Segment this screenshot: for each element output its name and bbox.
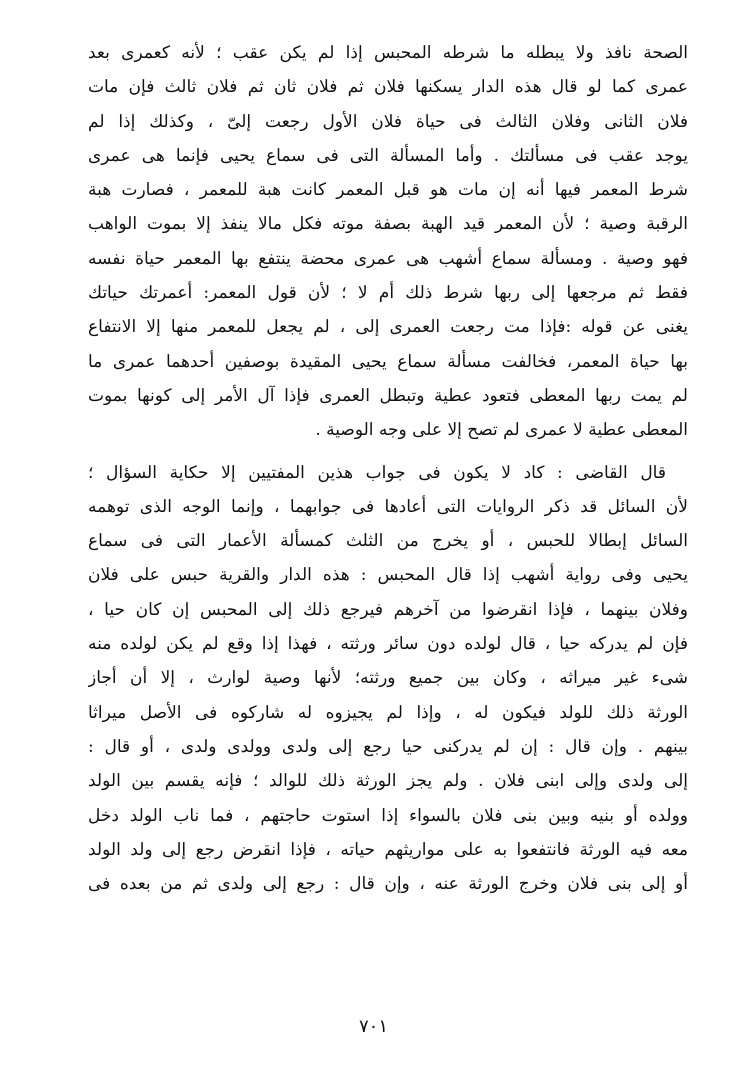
text-line: معه فيه الورثة فانتفعوا به على مواريثهم حياته ، فإذا انقرض رجع إلى ولد الولد [88, 839, 688, 860]
paragraph-spacer [88, 448, 688, 456]
text-line: عمرى كما لو قال هذه الدار يسكنها فلان ثم فلان ثان ثم فلان ثالث فإن مات [88, 77, 688, 98]
text-line: قال القاضى : كاد لا يكون فى جواب هذين المفتيين إلا حكاية السؤال ؛ [88, 462, 666, 483]
text-line: يغنى عن قوله :فإذا مت رجعت العمرى إلى ، لم يجعل للمعمر منها إلا الانتفاع [88, 317, 688, 338]
text-line: الورثة ذلك للولد فيكون له ، وإذا لم يجيزوه له شاركوه فى الأصل ميراثا [88, 702, 688, 723]
text-line: إلى ولدى وإلى ابنى فلان . ولم يجز الورثة ذلك للوالد ؛ فإنه يقسم بين الولد [88, 771, 688, 792]
paragraph-1 [88, 36, 688, 448]
text-line: المعطى عطية لا عمرى لم تصح إلا على وجه الوصية . [315, 420, 688, 441]
text-line: يوجد عقب فى مسألتك . وأما المسألة التى فى سماع يحيى فإنما هى عمرى [88, 145, 688, 166]
text-line: فلان الثانى وفلان الثالث فى حياة فلان الأول رجعت إلىّ ، وكذلك إذا لم [88, 111, 688, 132]
text-line: فهو وصية . ومسألة سماع أشهب هى عمرى محضة ينتفع بها المعمر حياة نفسه [88, 248, 688, 269]
page-number: ٧٠١ [358, 1016, 388, 1037]
text-line: شرط المعمر فيها أنه إن مات هو قبل المعمر كانت هبة للمعمر ، فصارت هبة [88, 180, 688, 201]
text-line: بينهم . وإن قال : إن لم يدركنى حيا رجع إلى ولدى وولدى ولدى ، أو قال : [88, 736, 688, 757]
text-line: بها حياة المعمر، فخالفت مسألة سماع يحيى المقيدة بوصفين أحدهما عمرى ما [88, 351, 688, 372]
text-line: يحيى وفى رواية أشهب إذا قال المحبس : هذه الدار والقرية حبس على فلان [88, 565, 688, 586]
text-line: أو إلى بنى فلان وخرج الورثة عنه ، وإن قال : رجع إلى ولدى ثم من بعده فى [88, 874, 688, 895]
text-line: فقط ثم مرجعها إلى ربها شرط ذلك أم لا ؛ لأن قول المعمر: أعمرتك حياتك [88, 283, 688, 304]
text-line: السائل إبطالا للحبس ، أو يخرج من الثلث كمسألة الأعمار التى فى سماع [88, 531, 688, 552]
paragraph-2 [88, 456, 688, 902]
page-body [88, 36, 688, 901]
text-line: الصحة نافذ ولا يبطله ما شرطه المحبس إذا لم يكن عقب ؛ لأنه كعمرى بعد [88, 43, 688, 63]
text-line: وولده أو بنيه وبين بنى فلان بالسواء إذا استوت حاجتهم ، فما ناب الولد دخل [88, 805, 688, 826]
text-line: وفلان بينهما ، فإذا انقرضوا من آخرهم فيرجع ذلك إلى المحبس إن كان حيا ، [88, 599, 688, 620]
text-line: الرقبة وصية ؛ لأن المعمر قيد الهبة بصفة موته فكل مالا ينفذ إلا بموت الواهب [88, 214, 688, 235]
text-line: شىء غير ميراثه ، وكان بين جميع ورثته؛ لأنها وصية لوارث ، إلا أن أجاز [88, 668, 688, 689]
text-line: لأن السائل قد ذكر الروايات التى أعادها فى جوابهما ، وإنما الوجه الذى توهمه [88, 496, 688, 517]
text-line: لم يمت ربها المعطى فتعود عطية وتبطل العمرى فإذا آل الأمر إلى كونها بموت [88, 385, 688, 406]
text-line: فإن لم يدركه حيا ، قال لولده دون سائر ورثته ، فهذا إذا وقع لم يكن لولده منه [88, 634, 688, 655]
